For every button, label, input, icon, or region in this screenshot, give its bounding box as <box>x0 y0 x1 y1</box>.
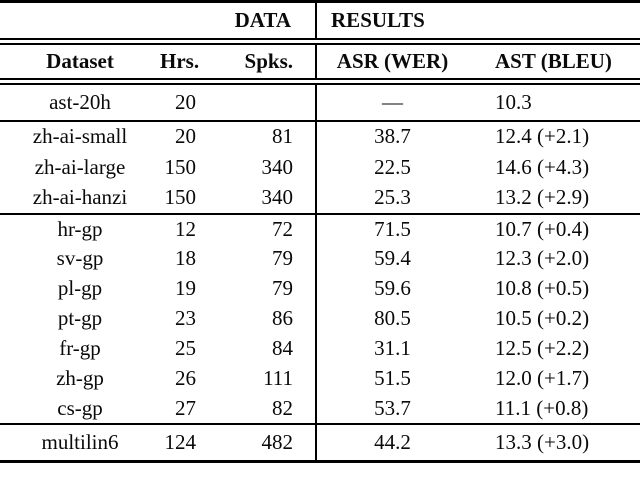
dataset-cell: cs-gp <box>57 395 103 420</box>
hrs-cell: 150 <box>164 154 196 179</box>
table-row <box>0 304 640 334</box>
asr-wer-cell: 80.5 <box>316 304 468 334</box>
column-header-hrs: Hrs. <box>160 42 205 82</box>
spks-cell: 81 <box>205 121 316 152</box>
dataset-cell: zh-ai-hanzi <box>32 185 128 209</box>
spks-cell: 84 <box>272 336 294 360</box>
asr-wer-cell: 22.5 <box>316 152 468 183</box>
dataset-cell: hr-gp <box>0 214 160 244</box>
spks-cell <box>205 82 316 121</box>
dataset-cell: pt-gp <box>57 306 103 330</box>
table-row <box>0 183 640 214</box>
asr-wer-cell: 59.6 <box>316 274 468 304</box>
ast-bleu-cell: 11.1 (+0.8) <box>495 395 589 420</box>
asr-wer-cell: 59.4 <box>316 244 468 274</box>
spks-cell: 79 <box>272 246 294 270</box>
ast-bleu-cell: 12.4 (+2.1) <box>468 121 640 152</box>
table-row <box>0 394 640 424</box>
ast-bleu-cell: 12.3 (+2.0) <box>495 246 590 270</box>
ast-bleu-cell: 10.3 <box>495 89 532 114</box>
table-header <box>0 2 640 82</box>
asr-wer-cell: 31.1 <box>316 334 468 364</box>
spks-cell: 82 <box>272 395 294 420</box>
table-row <box>0 152 640 183</box>
ast-bleu-cell: 10.5 (+0.2) <box>495 306 590 330</box>
hrs-cell: 12 <box>160 214 205 244</box>
column-header-ast-bleu: AST (BLEU) <box>468 42 640 82</box>
group-header-data: DATA <box>160 2 316 42</box>
hrs-cell: 18 <box>175 246 196 270</box>
table-row <box>0 424 640 462</box>
dataset-cell: zh-ai-small <box>0 121 160 152</box>
asr-wer-cell: 38.7 <box>316 121 468 152</box>
hrs-cell: 20 <box>175 89 196 114</box>
spks-cell: 340 <box>261 154 294 179</box>
table-row <box>0 244 640 274</box>
spks-cell: 482 <box>205 424 316 462</box>
column-header-row <box>0 42 640 82</box>
dataset-cell: zh-gp <box>56 366 104 390</box>
asr-wer-cell: 71.5 <box>316 214 468 244</box>
table-row <box>0 214 640 244</box>
hrs-cell: 27 <box>175 395 196 420</box>
asr-wer-cell: 44.2 <box>316 424 468 462</box>
column-header-dataset: Dataset <box>0 42 160 82</box>
group-header-results: RESULTS <box>316 2 640 42</box>
dataset-cell: fr-gp <box>59 336 101 360</box>
ast-bleu-cell: 12.5 (+2.2) <box>495 336 590 360</box>
table-row <box>0 364 640 394</box>
spks-cell: 72 <box>205 214 316 244</box>
ast-bleu-cell: 12.0 (+1.7) <box>495 366 590 390</box>
spks-cell: 111 <box>263 366 294 390</box>
group-header-spacer <box>0 2 160 42</box>
ast-bleu-cell: 10.7 (+0.4) <box>468 214 640 244</box>
column-header-asr-wer: ASR (WER) <box>316 42 468 82</box>
table-row <box>0 274 640 304</box>
hrs-cell: 19 <box>175 276 196 300</box>
hrs-cell: 20 <box>160 121 205 152</box>
section-baseline <box>0 82 640 121</box>
dataset-cell: zh-ai-large <box>34 154 126 179</box>
group-header-row <box>0 2 640 42</box>
hrs-cell: 23 <box>175 306 196 330</box>
ast-bleu-cell: 10.8 (+0.5) <box>495 276 590 300</box>
dataset-cell: pl-gp <box>57 276 103 300</box>
ast-bleu-cell: 13.3 (+3.0) <box>468 424 640 462</box>
hrs-cell: 124 <box>160 424 205 462</box>
column-header-spks: Spks. <box>205 42 316 82</box>
dataset-cell: ast-20h <box>49 89 111 114</box>
dataset-cell: multilin6 <box>0 424 160 462</box>
hrs-cell: 25 <box>175 336 196 360</box>
ast-bleu-cell: 13.2 (+2.9) <box>495 185 590 209</box>
table-row <box>0 82 640 121</box>
section-globalphone <box>0 214 640 424</box>
hrs-cell: 26 <box>175 366 196 390</box>
hrs-cell: 150 <box>164 185 196 209</box>
ast-bleu-cell: 14.6 (+4.3) <box>495 154 590 179</box>
asr-wer-cell: 25.3 <box>316 183 468 214</box>
asr-wer-cell: 53.7 <box>316 394 468 424</box>
spks-cell: 79 <box>272 276 294 300</box>
asr-wer-cell: 51.5 <box>316 364 468 394</box>
table-row <box>0 121 640 152</box>
spks-cell: 86 <box>272 306 294 330</box>
asr-wer-cell: — <box>316 82 468 121</box>
table-row <box>0 334 640 364</box>
section-multilingual <box>0 424 640 462</box>
section-zh-ai <box>0 121 640 214</box>
spks-cell: 340 <box>261 185 294 209</box>
dataset-cell: sv-gp <box>56 246 104 270</box>
